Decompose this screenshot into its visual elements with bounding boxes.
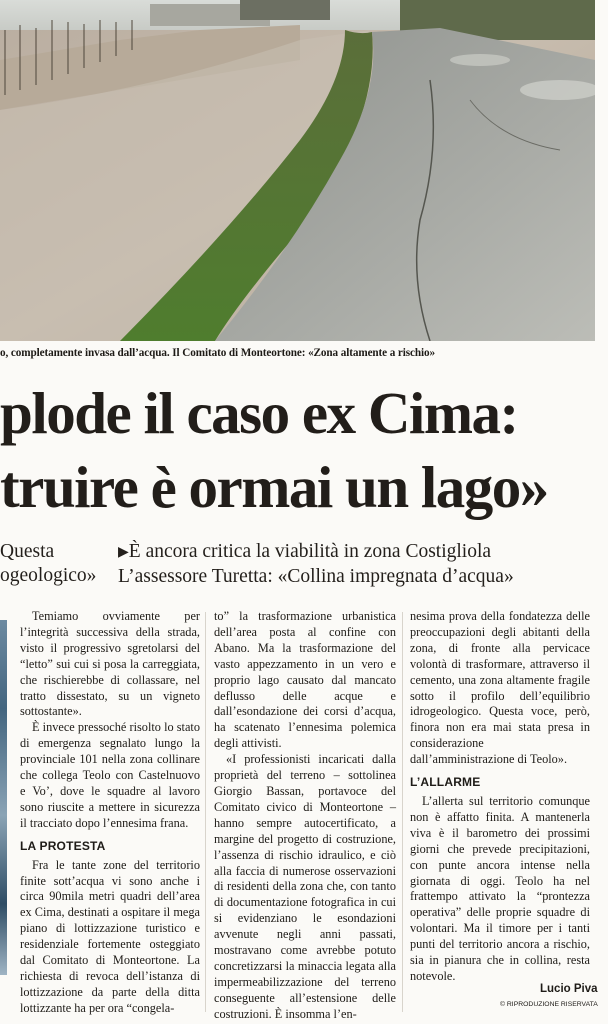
article-column-2	[214, 609, 396, 1023]
subhead-left	[0, 540, 106, 588]
adjacent-photo-edge	[0, 620, 7, 975]
section-heading: LA PROTESTA	[20, 838, 106, 853]
subhead-left-line-1: Questa	[0, 541, 55, 562]
section-heading: L’ALLARME	[410, 775, 481, 790]
subhead-right	[118, 540, 600, 589]
paragraph: È invece pressoché risolto lo stato di emergenza segnalato lungo la provinciale 101 nella zona collinare che collega Teolo con Castelnuovo e Vo’, dove le squadre al lavoro sono riuscite a mettere in sicurezza il tracciato dopo l’ennesima frana.	[20, 720, 200, 830]
column-divider	[205, 612, 206, 1012]
subhead-left-line-2: ogeologico»	[0, 565, 97, 586]
paragraph: Fra le tante zone del territorio finite sott’acqua vi sono anche i circa 90mila metri quadri dell’area ex Cima, destinati a ospitare il mega piano di lottizzazione turistico e residenziale fortemente osteggiato dal Comitato di Monteortone. La richiesta di revoca dell’istanza di lottizzazione da parte della ditta lottizzante ha per ora “congela-	[20, 857, 200, 1015]
article-column-3	[410, 609, 590, 985]
paragraph: Temiamo ovviamente per l’integrità successiva della strada, visto il progressivo sgretolarsi del “letto” sui cui si posa la carreggiata, che rischierebbe di collassare, nel tratto dissestato, su un vigneto sottostante».	[20, 609, 200, 719]
triangle-bullet-icon: ▶	[118, 545, 129, 560]
paragraph: «I professionisti incaricati dalla proprietà del terreno – sottolinea Giorgio Bassan, portavoce del Comitato civico di Monteortone – hanno sempre autocertificato, a margine del progetto di costruzione, l’assenza di rischio idraulico, e ciò alla faccia di numerose osservazioni di residenti della zona che, con tanto di documentazione fotografica in cui si evidenziano le esondazioni avvenute negli anni passati, mostravano come avrebbe potuto concretizzarsi la minaccia legata alla impermeabilizzazione del terreno conseguente all’estensione delle costruzioni. È insomma l’en-	[214, 752, 396, 1021]
paragraph: nesima prova della fondatezza delle preoccupazioni degli abitanti della zona, di fronte alla pervicace volontà di trasformare, attraverso il cemento, una zona altamente fragile sotto il profilo dell’equilibrio idrogeologico. Questa voce, però, finora non era mai stata presa in considerazione dall’amministrazione di Teolo».	[410, 609, 590, 767]
headline-line-2: truire è ormai un lago»	[0, 454, 548, 520]
headline-line-1: plode il caso ex Cima:	[0, 380, 518, 446]
author-byline: Lucio Piva	[540, 983, 598, 995]
flooded-field-photo	[0, 0, 595, 341]
subhead-right-line-1: È ancora critica la viabilità in zona Costigliola	[128, 541, 492, 562]
article-column-1	[20, 609, 200, 1017]
paragraph: L’allerta sul territorio comunque non è affatto finita. A mantenerla viva è il barometro dei prossimi giorni che prevede precipitazioni, con punte ancora intense nella giornata di oggi. Teolo ha nel frattempo attivato la “prontezza operativa” delle proprie squadre di volontari. Ma il timore per i tanti punti del territorio ancora a rischio, sia in pianura che in collina, resta notevole.	[410, 793, 590, 983]
photo-caption: o, completamente invasa dall’acqua. Il Comitato di Monteortone: «Zona altamente a rischio»	[0, 347, 436, 359]
paragraph: to” la trasformazione urbanistica dell’area posta al confine con Abano. Ma la trasformazione del vasto appezzamento in un vero e proprio lago causato dal mancato deflusso delle acque e dall’esondazione dei corsi d’acqua, ha scatenato l’ennesima polemica degli attivisti.	[214, 609, 396, 751]
column-divider	[402, 612, 403, 1012]
copyright-notice: © RIPRODUZIONE RISERVATA	[500, 1001, 598, 1008]
subhead-right-line-2: L’assessore Turetta: «Collina impregnata d’acqua»	[118, 566, 514, 587]
